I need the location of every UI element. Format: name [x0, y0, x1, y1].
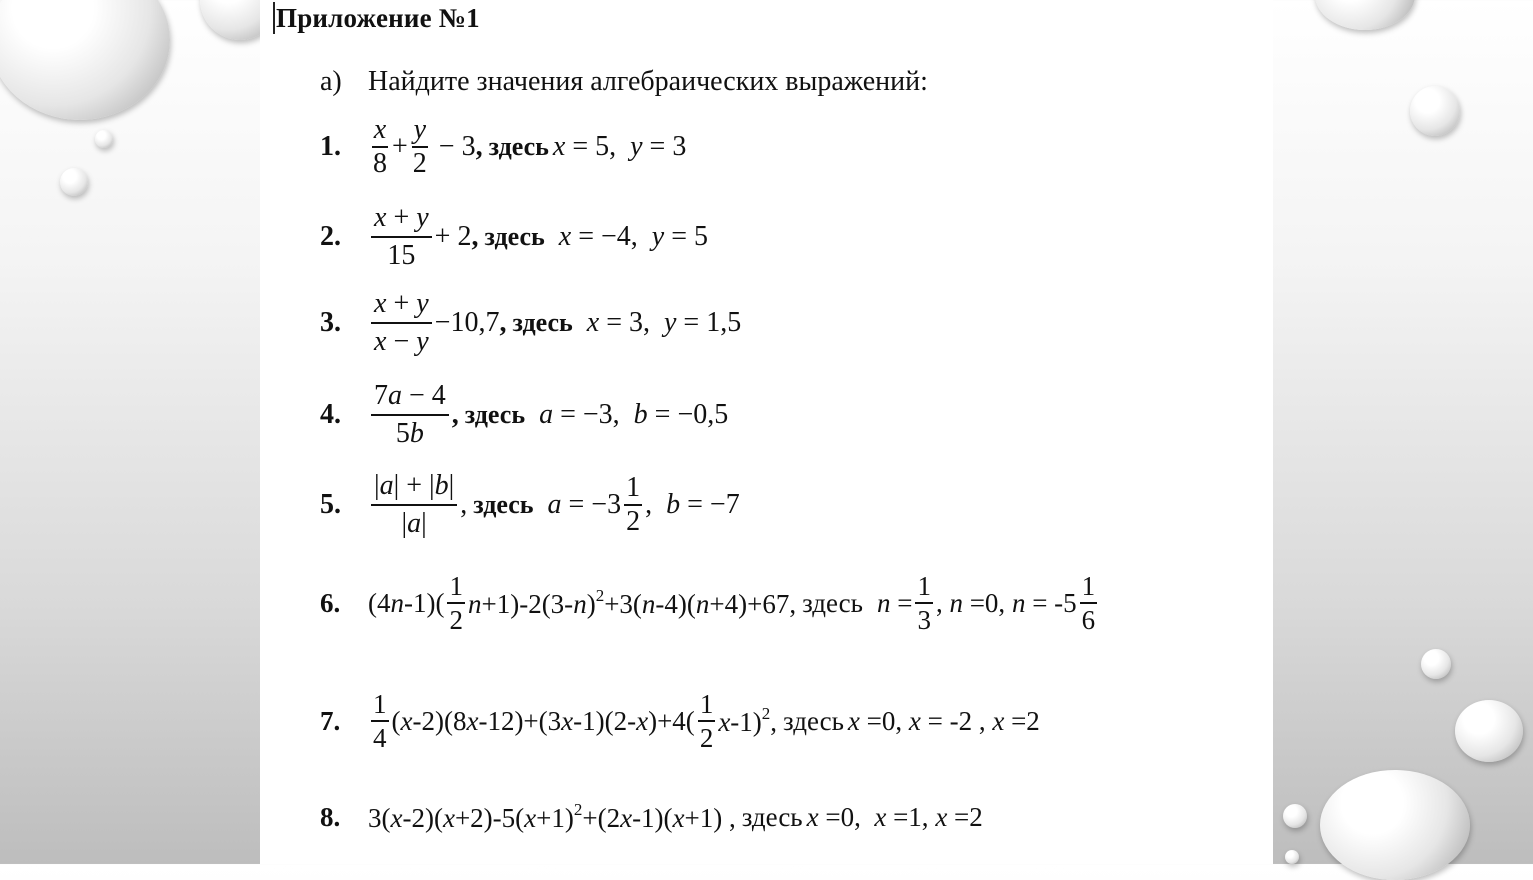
fraction: $\frac{7a - 4}{5b}$: [371, 378, 449, 452]
fraction: $\frac{1}{6}$: [1081, 571, 1096, 635]
fraction: $\frac{1}{2}$: [626, 472, 641, 537]
fraction: $\frac{x + y}{15}$: [371, 200, 432, 274]
task-number: 4.: [320, 399, 341, 430]
fraction: $\frac{1}{3}$: [917, 571, 931, 635]
decor-bubble: [1285, 850, 1299, 864]
decor-bubble: [1455, 700, 1523, 762]
subheading: [320, 66, 928, 98]
fraction: $\frac{x}{8}$: [373, 114, 387, 179]
task-number: 2.: [320, 221, 341, 252]
task-number: 3.: [320, 307, 341, 338]
task-6: 6. (4n-1)( $\frac{1}{2}$ $n+1)-2(3-n)^2+3(n-4)(n+4)+67$, здесь n = $\frac{1}{3}$ , n =0, n = -5 $\frac{1}{6}$: [320, 571, 1096, 635]
task-number: 6.: [320, 587, 341, 618]
page-title: Приложение №1: [273, 2, 480, 34]
fraction: $\frac{x + y}{x - y}$: [371, 286, 432, 360]
zdes-label: здесь: [464, 400, 526, 429]
task-4: 4. $\frac{7a - 4}{5b}$ , здесь a = −3, b = −0,5: [320, 378, 728, 452]
zdes-label: здесь: [488, 132, 549, 161]
task-7: 7. $\frac{1}{4}$ (x-2)(8x-12)+(3x-1)(2-x)+4( $\frac{1}{2}$ x-1)$^2$, здесь x =0, x = -2 , x =2: [320, 689, 1040, 753]
decor-bubble: [95, 130, 113, 148]
zdes-label: здесь: [473, 490, 534, 519]
task-number: 1.: [320, 131, 341, 162]
task-3: 3. $\frac{x + y}{x - y}$ −10,7 , здесь x = 3, y = 1,5: [320, 286, 741, 360]
fraction: $\frac{1}{2}$: [449, 571, 463, 635]
task-number: 5.: [320, 489, 341, 520]
zdes-label: здесь: [512, 308, 573, 337]
fraction: $\frac{1}{4}$: [373, 689, 387, 753]
decor-bubble: [1410, 86, 1460, 136]
subheading-letter: а): [320, 66, 342, 97]
fraction: $\frac{y}{2}$: [412, 114, 427, 179]
decor-bubble: [60, 168, 88, 196]
decor-bubble: [1315, 0, 1415, 30]
decor-bubble: [1421, 649, 1451, 679]
task-number: 8.: [320, 801, 341, 832]
zdes-label: здесь: [783, 705, 844, 736]
decor-bubble: [0, 0, 170, 120]
fraction: $\frac{1}{2}$: [699, 689, 714, 753]
subheading-text: Найдите значения алгебраических выражений:: [368, 66, 928, 97]
zdes-label: здесь: [484, 222, 545, 251]
zdes-label: здесь: [741, 801, 803, 832]
decor-bubble: [1283, 804, 1307, 828]
task-1: 1. $\frac{x}{8}$ + $\frac{y}{2}$ − 3 , здесь x = 5, y = 3: [320, 114, 687, 179]
task-number: 7.: [320, 705, 341, 736]
task-8: 8. $3(x-2)(x+2)-5(x+1)^2+(2x-1)(x+1)$ , здесь x =0, x =1, x =2: [320, 800, 983, 833]
task-5: 5. $\frac{|a| + |b|}{|a|}$ , здесь a = −3 $\frac{1}{2}$ , b = −7: [320, 468, 740, 542]
task-2: 2. $\frac{x + y}{15}$ + 2 , здесь x = −4, y = 5: [320, 200, 708, 274]
fraction: $\frac{|a| + |b|}{|a|}$: [371, 468, 457, 542]
zdes-label: здесь: [802, 587, 863, 618]
